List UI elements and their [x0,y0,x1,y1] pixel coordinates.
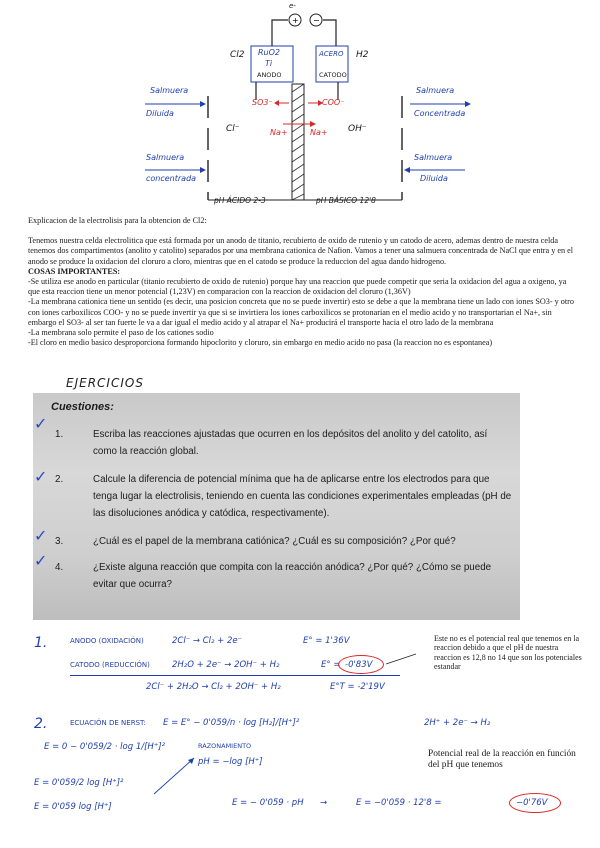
svg-text:+: + [292,16,299,25]
sodium-ion-right: Na+ [310,128,328,137]
question-text: ¿Existe alguna reacción que compita con la reacción anódica? ¿Por qué? ¿Cómo se puede evitar que ocurra? [93,562,492,590]
check-icon: ✓ [34,526,48,545]
paragraph-cell: Tenemos nuestra celda electrolitica que está formada por un anodo de titanio, recubierto de oxido de rutenio y un catodo de acero, ademas dentro de nuestra celda tenemos dos compartimentos (anolito y catolito) separados por una membrana cationica de Nafion. Vamos a tener una salmuera concentrada de NaCl que entra y en el anodo se produce la oxidacion del cloruro a cloro, mientras que en el catodo se produce la reduccion del agua dando hidrogeno. [28,236,574,266]
global-reaction: 2Cl⁻ + 2H₂O → Cl₂ + 2OH⁻ + H₂ [146,682,281,692]
important-heading: COSAS IMPORTANTES: [28,266,121,276]
question-number: 1. [55,429,64,440]
pointer-arrow [382,650,422,670]
carboxylate-ion: COO⁻ [322,98,345,107]
right-inlet2-label2: Diluida [420,174,448,183]
anode-reaction-label: ANODO (OXIDACIÓN) [70,637,144,645]
question-number: 2. [55,474,64,485]
hydrogen-half-reaction: 2H⁺ + 2e⁻ → H₂ [424,718,491,728]
cathode-potential-value: -0'83V [345,660,373,670]
right-inlet2-label1: Salmuera [414,153,453,162]
note-real-potential: Potencial real de la reacción en función del pH que tenemos [428,749,576,770]
exercises-title: EJERCICIOS [66,376,144,390]
arrow-icon: → [320,798,328,808]
left-inlet-label1: Salmuera [150,86,189,95]
result-value: −0'76V [516,798,548,808]
left-inlet2-label1: Salmuera [146,153,185,162]
ph-definition: pH = −log [H⁺] [198,757,263,767]
important-item-3: -La membrana solo permite el paso de los cationes sodio [28,328,214,338]
right-outlet-label1: Salmuera [416,86,455,95]
intro-line: Explicacion de la electrolisis para la obtencion de Cl2: [28,216,207,225]
ph-acid-label: pH ÁCIDO 2-3 [214,196,266,205]
nernst-step-2: E = 0'059/2 log [H⁺]² [34,778,124,788]
anode-reaction: 2Cl⁻ → Cl₂ + 2e⁻ [172,636,243,646]
question-text: ¿Cuál es el papel de la membrana catiónica? ¿Cuál es su composición? ¿Por qué? [93,536,456,547]
questions-photo [33,393,520,620]
note-standard-potential: Este no es el potencial real que tenemos en la reaccion debido a que el pH de nuestra reaccion es 12,8 no 14 que son los potenciales estandar [434,634,582,672]
question-text: Calcule la diferencia de potencial mínima que ha de aplicarse entre los electrodos para que tenga lugar la electrolisis, teniendo en cuenta las condiciones experimentales empleadas (pH de las disoluciones anódica y catódica, respectivamente). [93,474,512,519]
anode-box-line2: Ti [265,59,273,68]
left-inlet-label2: Diluida [146,109,174,118]
divider [70,675,400,676]
nernst-label: ECUACIÓN DE NERST: [70,719,146,727]
anode-potential: E° = 1'36V [303,636,350,646]
chloride-ion: Cl⁻ [226,124,240,134]
sulfonate-ion: SO3⁻ [252,98,273,107]
ph-basic-label: pH BÁSICO 12'8 [316,196,376,205]
nernst-step-3: E = 0'059 log [H⁺] [34,802,112,812]
cathode-gas-label: H2 [356,50,369,60]
reasoning-label: RAZONAMIENTO [198,742,252,750]
question-text: Escriba las reacciones ajustadas que ocurren en los depósitos del anolito y del catolito, así como la reacción global. [93,429,488,457]
hydroxide-ion: OH⁻ [348,124,367,134]
electrolysis-diagram [0,0,600,215]
cathode-reaction-label: CATODO (REDUCCIÓN) [70,661,150,669]
question-number: 4. [55,562,64,573]
important-item-1: -Se utiliza ese anodo en particular (titanio recubierto de oxido de rutenio) porque hay una reaccion que puede competir que seria la oxidacion del agua a oxigeno, ya que esta reaccion tiene un menor potencial (1,23V) en comparacion con la reaccion de oxidacion del cloruro (1,36V) [28,277,567,297]
questions-title: Cuestiones: [51,401,114,413]
nernst-step-5: E = −0'059 · 12'8 = [356,798,442,808]
check-icon: ✓ [34,551,48,570]
anode-box-line1: RuO2 [258,48,281,57]
sodium-ion-left: Na+ [270,128,288,137]
important-item-4: -El cloro en medio basico desproporciona formando hipoclorito y cloruro, sin embargo en medio acido no pasa (la reaccion no es espontanea) [28,338,493,348]
global-potential: E°T = -2'19V [330,682,385,692]
solution-2-number: 2. [34,716,48,732]
nernst-step-1: E = 0 − 0'059/2 · log 1/[H⁺]² [44,742,166,752]
anode-gas-label: Cl2 [230,50,245,60]
cathode-potential-label: E° = [321,660,341,670]
svg-text:−: − [313,16,320,25]
anode-box-line3: ANODO [257,71,282,79]
nernst-equation: E = E° − 0'059/n · log [H₂]/[H⁺]² [163,718,300,728]
electron-label: e- [289,2,296,10]
check-icon: ✓ [34,414,48,433]
cathode-box-line1: ACERO [319,50,344,58]
check-icon: ✓ [34,467,48,486]
left-inlet2-label2: concentrada [146,174,197,183]
question-number: 3. [55,536,64,547]
right-outlet-label2: Concentrada [414,109,466,118]
cell-drawing [0,0,600,215]
cathode-box-line2: CATODO [319,71,347,79]
solution-1-number: 1. [34,635,48,651]
cathode-reaction: 2H₂O + 2e⁻ → 2OH⁻ + H₂ [172,660,280,670]
explanation-section [28,216,580,348]
reasoning-arrow [150,752,200,800]
important-item-2: -La membrana cationica tiene un sentido (es decir, una posicion concreta que no se puede invertir) esto se debe a que la membrana tiene un lado con iones SO3- y otro con iones carboxilicos COO- y no se puede invertir ya que si se invirtiera los iones carboxilicos se protonarian en el medio acido y no transportarian el Na+, sin embargo el SO3- al ser tan fuerte le va a dar igual el medio acido y al atrapar el Na+ producirá el transporte hacia el otro lado de la membrana [28,297,574,327]
nernst-step-4: E = − 0'059 · pH [232,798,304,808]
